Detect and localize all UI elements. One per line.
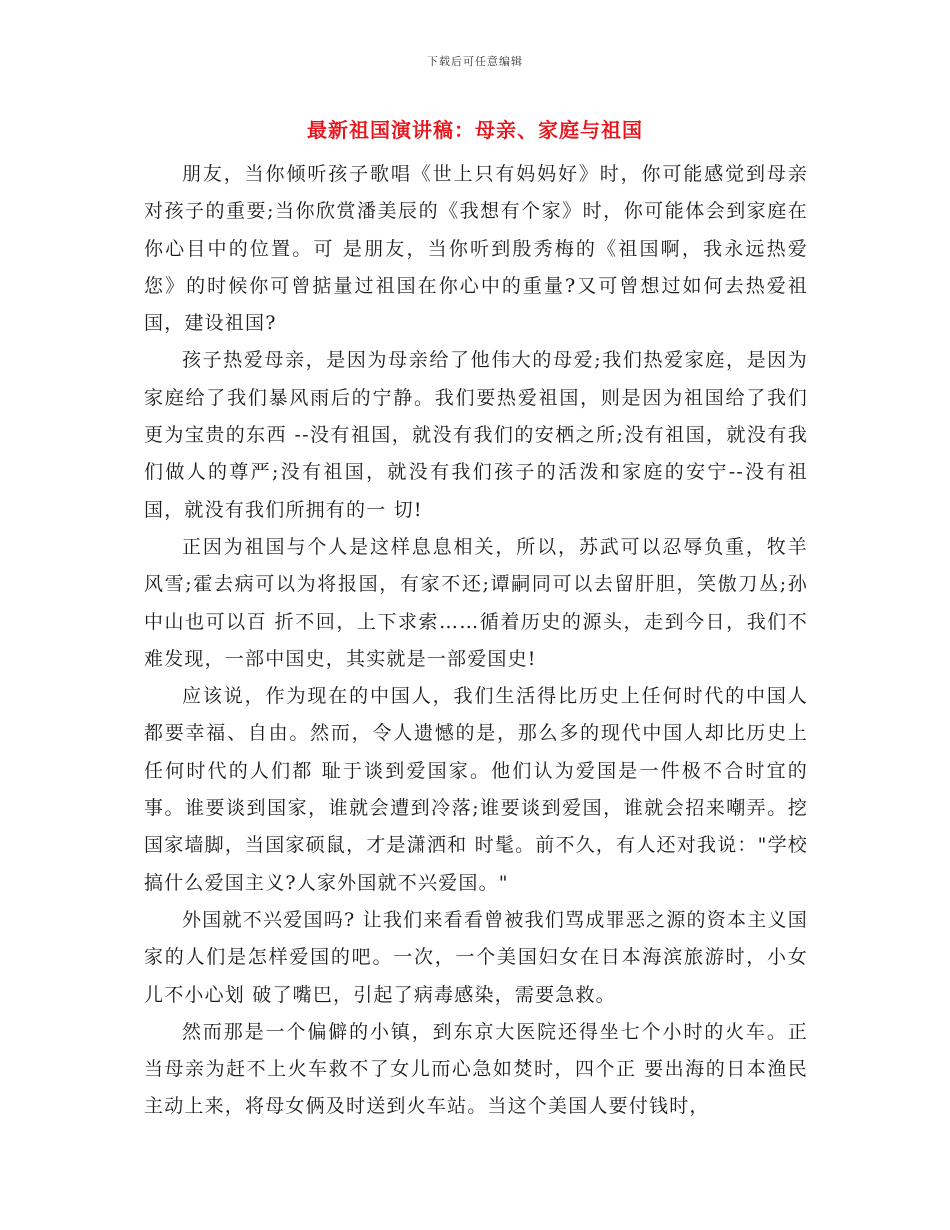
document-body: [144, 156, 808, 1126]
header-note: 下载后可任意编辑: [427, 55, 523, 68]
paragraph-1: 朋友，当你倾听孩子歌唱《世上只有妈妈好》时，你可能感觉到母亲对孩子的重要;当你欣赏潘美辰的《我想有个家》时，你可能体会到家庭在你心目中的位置。可 是朋友，当你听到殷秀梅的《祖国啊，我永远热爱您》的时候你可曾掂量过祖国在你心中的重量?又可曾想过如何去热爱祖国，建设祖国?: [144, 163, 808, 335]
paragraph-5: 外国就不兴爱国吗? 让我们来看看曾被我们骂成罪恶之源的资本主义国家的人们是怎样爱国的吧。一次，一个美国妇女在日本海滨旅游时，小女儿不小心划 破了嘴巴，引起了病毒感染，需要急救。: [144, 908, 808, 1006]
paragraph-3: 正因为祖国与个人是这样息息相关，所以，苏武可以忍辱负重，牧羊风雪;霍去病可以为将报国，有家不还;谭嗣同可以去留肝胆，笑傲刀丛;孙中山也可以百 折不回，上下求索……循着历史的源头，走到今日，我们不难发现，一部中国史，其实就是一部爱国史!: [144, 535, 808, 670]
page-title: 最新祖国演讲稿：母亲、家庭与祖国: [307, 118, 643, 142]
paragraph-4: 应该说，作为现在的中国人，我们生活得比历史上任何时代的中国人都要幸福、自由。然而，令人遗憾的是，那么多的现代中国人却比历史上任何时代的人们都 耻于谈到爱国家。他们认为爱国是一件极不合时宜的事。谁要谈到国家，谁就会遭到冷落;谁要谈到爱国，谁就会招来嘲弄。挖国家墙脚，当国家硕鼠，才是潇洒和 时髦。前不久，有人还对我说："学校搞什么爱国主义?人家外国就不兴爱国。": [144, 685, 808, 894]
paragraph-2: 孩子热爱母亲，是因为母亲给了他伟大的母爱;我们热爱家庭，是因为家庭给了我们暴风雨后的宁静。我们要热爱祖国，则是因为祖国给了我们更为宝贵的东西 --没有祖国，就没有我们的安栖之所;没有祖国，就没有我们做人的尊严;没有祖国，就没有我们孩子的活泼和家庭的安宁--没有祖国，就没有我们所拥有的一 切!: [144, 349, 808, 521]
paragraph-6: 然而那是一个偏僻的小镇，到东京大医院还得坐七个小时的火车。正当母亲为赶不上火车救不了女儿而心急如焚时，四个正 要出海的日本渔民主动上来，将母女俩及时送到火车站。当这个美国人要付钱时，: [144, 1020, 808, 1118]
